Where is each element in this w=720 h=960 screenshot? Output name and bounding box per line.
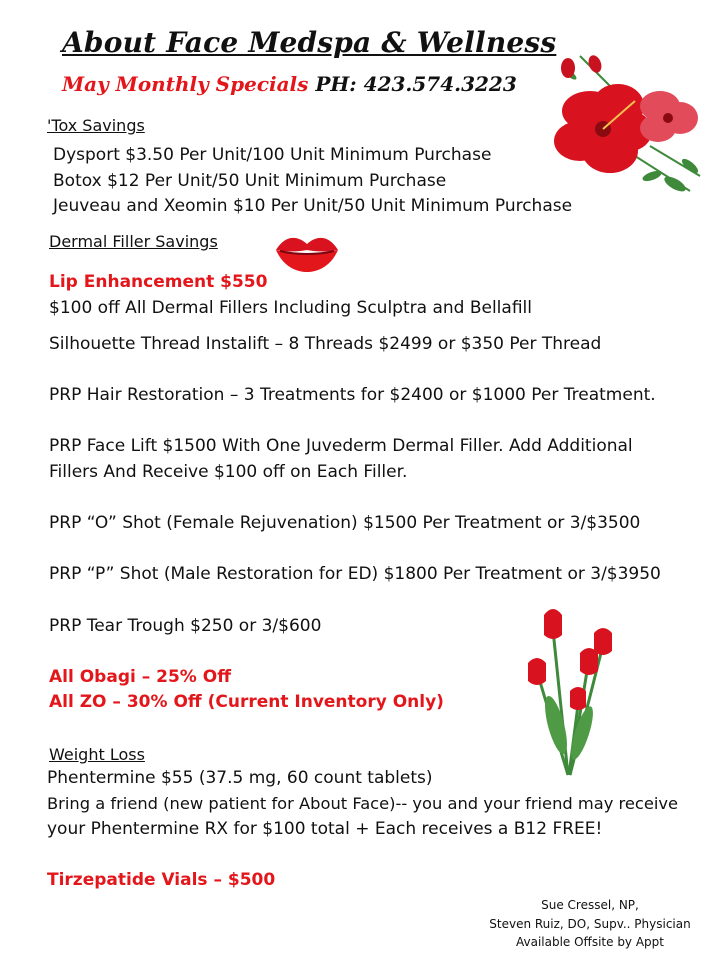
lip-enhancement: Lip Enhancement $550 [49, 272, 268, 292]
hibiscus-flowers-icon [540, 46, 710, 196]
tox-heading: 'Tox Savings [47, 116, 145, 135]
subtitle [62, 72, 517, 96]
phone-number: PH: 423.574.3223 [315, 72, 517, 96]
page-title: About Face Medspa & Wellness [62, 26, 557, 59]
friend-offer-line1: Bring a friend (new patient for About Face)-- you and your friend may receive [47, 794, 679, 813]
tox-item-dysport: Dysport $3.50 Per Unit/100 Unit Minimum Purchase [53, 145, 492, 165]
filler-discount: $100 off All Dermal Fillers Including Sculptra and Bellafill [49, 298, 532, 318]
lips-kiss-icon [272, 230, 342, 274]
tox-item-botox: Botox $12 Per Unit/50 Unit Minimum Purchase [53, 171, 447, 191]
prp-p-shot: PRP “P” Shot (Male Restoration for ED) $1800 Per Treatment or 3/$3950 [49, 564, 661, 584]
prp-o-shot: PRP “O” Shot (Female Rejuvenation) $1500 Per Treatment or 3/$3500 [49, 513, 641, 533]
specials-label: May Monthly Specials [62, 72, 309, 96]
weight-heading: Weight Loss [49, 745, 145, 764]
prp-tear-trough: PRP Tear Trough $250 or 3/$600 [49, 616, 322, 636]
filler-heading: Dermal Filler Savings [49, 232, 218, 251]
prp-face-line2: Fillers And Receive $100 off on Each Filler. [49, 462, 408, 482]
tirzepatide-price: Tirzepatide Vials – $500 [47, 870, 276, 890]
footer-provider-np: Sue Cressel, NP, [541, 898, 639, 912]
prp-face-line1: PRP Face Lift $1500 With One Juvederm Dermal Filler. Add Additional [49, 436, 633, 456]
obagi-discount: All Obagi – 25% Off [49, 667, 231, 687]
friend-offer-line2: your Phentermine RX for $100 total + Each receives a B12 FREE! [47, 819, 603, 839]
footer-provider-do: Steven Ruiz, DO, Supv.. Physician [489, 917, 691, 931]
prp-hair: PRP Hair Restoration – 3 Treatments for $2400 or $1000 Per Treatment. [49, 385, 656, 405]
silhouette-thread: Silhouette Thread Instalift – 8 Threads $2499 or $350 Per Thread [49, 334, 602, 354]
tox-item-jeuveau: Jeuveau and Xeomin $10 Per Unit/50 Unit Minimum Purchase [53, 196, 573, 216]
tulips-bouquet-icon [518, 605, 618, 777]
zo-discount: All ZO – 30% Off (Current Inventory Only) [49, 692, 444, 712]
footer-availability: Available Offsite by Appt [515, 935, 664, 949]
phentermine-price: Phentermine $55 (37.5 mg, 60 count tablets) [47, 768, 433, 788]
